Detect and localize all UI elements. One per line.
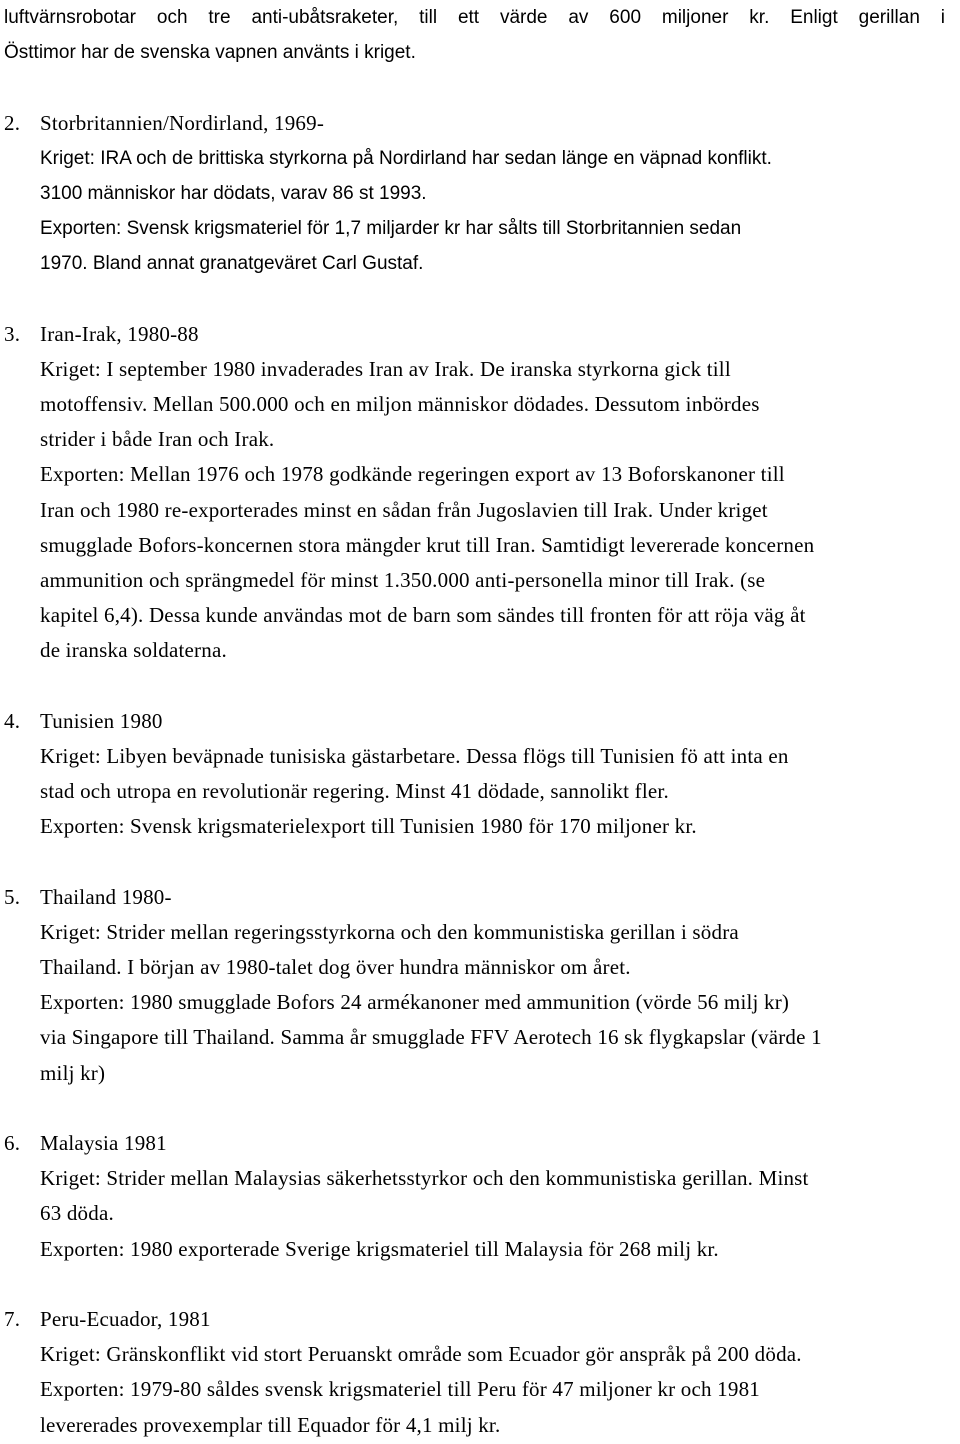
text-line: kapitel 6,4). Dessa kunde användas mot de barn som sändes till fronten för att röja väg åt [40,603,806,628]
text-line: Exporten: Mellan 1976 och 1978 godkände regeringen export av 13 Boforskanoner till [40,462,785,487]
section-heading-row [0,317,960,352]
section-heading: Tunisien 1980 [40,708,163,733]
intro-paragraph [0,0,960,70]
text-line: Thailand. I början av 1980-talet dog över hundra människor om året. [40,955,631,980]
section-heading: Storbritannien/Nordirland, 1969- [40,110,325,135]
text-line: smugglade Bofors-koncernen stora mängder krut till Iran. Samtidigt levererade koncernen [40,532,815,557]
section-heading-row [0,704,960,739]
text-line: stad och utropa en revolutionär regering. Minst 41 dödade, sannolikt fler. [40,779,669,804]
text-line: Östtimor har de svenska vapnen använts i kriget. [4,42,416,64]
section-number: 7. [4,1306,21,1331]
text-line: 63 döda. [40,1201,114,1226]
section-storbritannien [0,106,960,282]
text-line: Exporten: 1980 smugglade Bofors 24 armékanoner med ammunition (vörde 56 milj kr) [40,990,790,1015]
section-tunisien [0,704,960,845]
section-heading-row [0,106,960,141]
section-number: 5. [4,884,21,909]
text-line: levererades provexemplar till Equador för 4,1 milj kr. [40,1412,501,1437]
section-heading: Thailand 1980- [40,884,172,909]
section-heading-row [0,1302,960,1337]
text-line: Exporten: Svensk krigsmaterielexport till Tunisien 1980 för 170 miljoner kr. [40,814,697,839]
text-line: strider i både Iran och Irak. [40,427,275,452]
section-malaysia [0,1126,960,1267]
section-heading: Iran-Irak, 1980-88 [40,321,199,346]
text-line: Iran och 1980 re-exporterades minst en sådan från Jugoslavien till Irak. Under kriget [40,497,768,522]
text-line: luftvärnsrobotar och tre anti-ubåtsraketer, till ett värde av 600 miljoner kr. Enligt gerillan i [4,7,945,28]
section-heading: Peru-Ecuador, 1981 [40,1306,211,1331]
text-line: Kriget: I september 1980 invaderades Iran av Irak. De iranska styrkorna gick till [40,356,731,381]
text-line: Kriget: Strider mellan Malaysias säkerhetsstyrkor och den kommunistiska gerillan. Minst [40,1166,809,1191]
section-peru-ecuador [0,1302,960,1443]
text-line: milj kr) [40,1060,106,1085]
text-line: via Singapore till Thailand. Samma år smugglade FFV Aerotech 16 sk flygkapslar (värde 1 [40,1025,822,1050]
text-line: Kriget: Libyen beväpnade tunisiska gästarbetare. Dessa flögs till Tunisien fö att inta en [40,743,789,768]
text-line: Kriget: Strider mellan regeringsstyrkorna och den kommunistiska gerillan i södra [40,919,739,944]
section-number: 2. [4,110,21,135]
section-thailand [0,880,960,1091]
text-line: Kriget: Gränskonflikt vid stort Peruanskt område som Ecuador gör anspråk på 200 döda. [40,1342,802,1367]
section-number: 6. [4,1131,21,1155]
text-line: ammunition och sprängmedel för minst 1.350.000 anti-personella minor till Irak. (se [40,568,766,592]
text-line: 1970. Bland annat granatgeväret Carl Gustaf. [40,253,424,275]
section-number: 3. [4,321,21,346]
text-line: 3100 människor har dödats, varav 86 st 1993. [40,182,427,204]
text-line: Exporten: 1980 exporterade Sverige krigsmateriel till Malaysia för 268 milj kr. [40,1236,719,1261]
section-heading-row [0,1126,960,1161]
text-line: motoffensiv. Mellan 500.000 och en miljon människor dödades. Dessutom inbördes [40,392,760,417]
section-number: 4. [4,708,21,733]
section-iran-irak [0,317,960,669]
section-heading-row [0,880,960,915]
section-heading: Malaysia 1981 [40,1131,167,1155]
text-line: Exporten: Svensk krigsmateriel för 1,7 miljarder kr har sålts till Storbritannien sedan [40,218,742,240]
text-line: de iranska soldaterna. [40,638,227,663]
text-line: Kriget: IRA och de brittiska styrkorna på Nordirland har sedan länge en väpnad konflikt. [40,147,772,169]
text-line: Exporten: 1979-80 såldes svensk krigsmateriel till Peru för 47 miljoner kr och 1981 [40,1377,760,1402]
